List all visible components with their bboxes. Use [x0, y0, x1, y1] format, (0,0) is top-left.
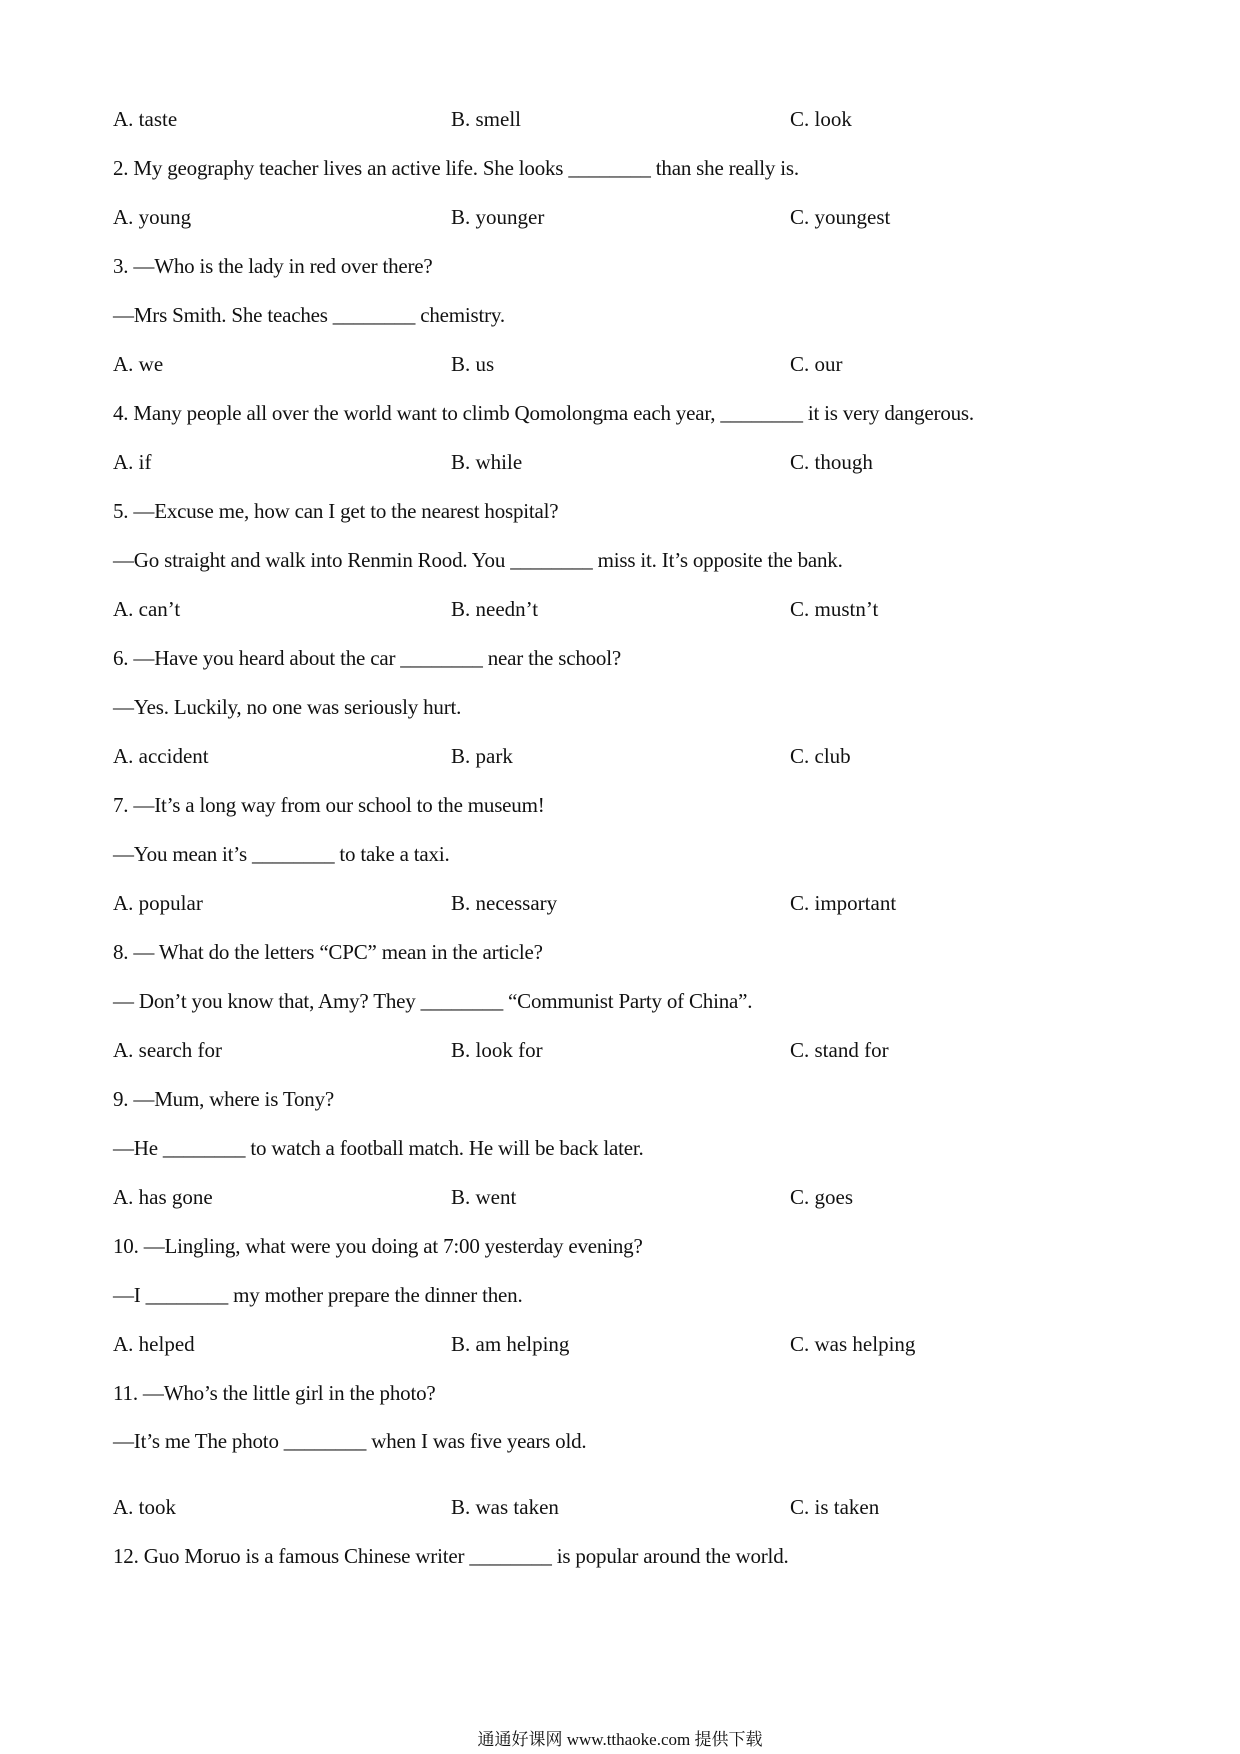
q1-option-a: A. taste [113, 107, 178, 131]
q11-option-c: C. is taken [790, 1495, 880, 1519]
q1-option-c: C. look [790, 107, 852, 131]
q10-option-a: A. helped [113, 1332, 195, 1356]
q5-option-a: A. can’t [113, 597, 181, 621]
q10-option-b: B. am helping [451, 1332, 570, 1356]
q10-options [113, 1332, 1113, 1356]
q2-option-a: A. young [113, 205, 192, 229]
q10-reply: —I ________ my mother prepare the dinner then. [113, 1283, 523, 1307]
q7-option-a: A. popular [113, 891, 203, 915]
q3-option-c: C. our [790, 352, 843, 376]
q4-stem: 4. Many people all over the world want to climb Qomolongma each year, ________ it is very dangerous. [113, 401, 974, 425]
q10-stem: 10. —Lingling, what were you doing at 7:00 yesterday evening? [113, 1234, 643, 1258]
q6-option-b: B. park [451, 744, 513, 768]
q3-options [113, 352, 1113, 376]
q8-options [113, 1038, 1113, 1062]
q6-option-a: A. accident [113, 744, 209, 768]
q4-option-c: C. though [790, 450, 873, 474]
q2-option-c: C. youngest [790, 205, 891, 229]
q10-option-c: C. was helping [790, 1332, 916, 1356]
q5-stem: 5. —Excuse me, how can I get to the nearest hospital? [113, 499, 559, 523]
q9-options [113, 1185, 1113, 1209]
q5-options [113, 597, 1113, 621]
q4-option-b: B. while [451, 450, 523, 474]
q3-option-b: B. us [451, 352, 495, 376]
q7-stem: 7. —It’s a long way from our school to the museum! [113, 793, 545, 817]
q11-option-b: B. was taken [451, 1495, 559, 1519]
q2-option-b: B. younger [451, 205, 545, 229]
q8-reply: — Don’t you know that, Amy? They ________ “Communist Party of China”. [113, 989, 753, 1013]
q7-option-b: B. necessary [451, 891, 558, 915]
q6-reply: —Yes. Luckily, no one was seriously hurt. [113, 695, 462, 719]
q7-option-c: C. important [790, 891, 897, 915]
q5-option-b: B. needn’t [451, 597, 539, 621]
q7-reply: —You mean it’s ________ to take a taxi. [113, 842, 450, 866]
q5-reply: —Go straight and walk into Renmin Rood. You ________ miss it. It’s opposite the bank. [113, 548, 843, 572]
q9-reply: —He ________ to watch a football match. He will be back later. [113, 1136, 644, 1160]
q8-option-b: B. look for [451, 1038, 543, 1062]
q1-option-b: B. smell [451, 107, 522, 131]
q1-options [113, 107, 1113, 131]
q2-options [113, 205, 1113, 229]
q6-options [113, 744, 1113, 768]
q6-stem: 6. —Have you heard about the car ________ near the school? [113, 646, 621, 670]
q11-option-a: A. took [113, 1495, 176, 1519]
q6-option-c: C. club [790, 744, 851, 768]
q8-option-a: A. search for [113, 1038, 223, 1062]
q5-option-c: C. mustn’t [790, 597, 879, 621]
page-footer: 通通好课网 www.tthaoke.com 提供下载 [477, 1730, 763, 1749]
q3-stem: 3. —Who is the lady in red over there? [113, 254, 433, 278]
q12-stem: 12. Guo Moruo is a famous Chinese writer ________ is popular around the world. [113, 1544, 789, 1568]
q8-option-c: C. stand for [790, 1038, 889, 1062]
q3-reply: —Mrs Smith. She teaches ________ chemistry. [113, 303, 505, 327]
q4-option-a: A. if [113, 450, 152, 474]
q9-option-a: A. has gone [113, 1185, 213, 1209]
q11-reply: —It’s me The photo ________ when I was five years old. [113, 1429, 587, 1453]
q7-options [113, 891, 1113, 915]
q4-options [113, 450, 1113, 474]
q3-option-a: A. we [113, 352, 164, 376]
q8-stem: 8. — What do the letters “CPC” mean in the article? [113, 940, 543, 964]
q11-options [113, 1495, 1113, 1519]
q9-option-c: C. goes [790, 1185, 853, 1209]
q2-stem: 2. My geography teacher lives an active life. She looks ________ than she really is. [113, 156, 799, 180]
q9-stem: 9. —Mum, where is Tony? [113, 1087, 335, 1111]
q11-stem: 11. —Who’s the little girl in the photo? [113, 1381, 436, 1405]
q9-option-b: B. went [451, 1185, 517, 1209]
